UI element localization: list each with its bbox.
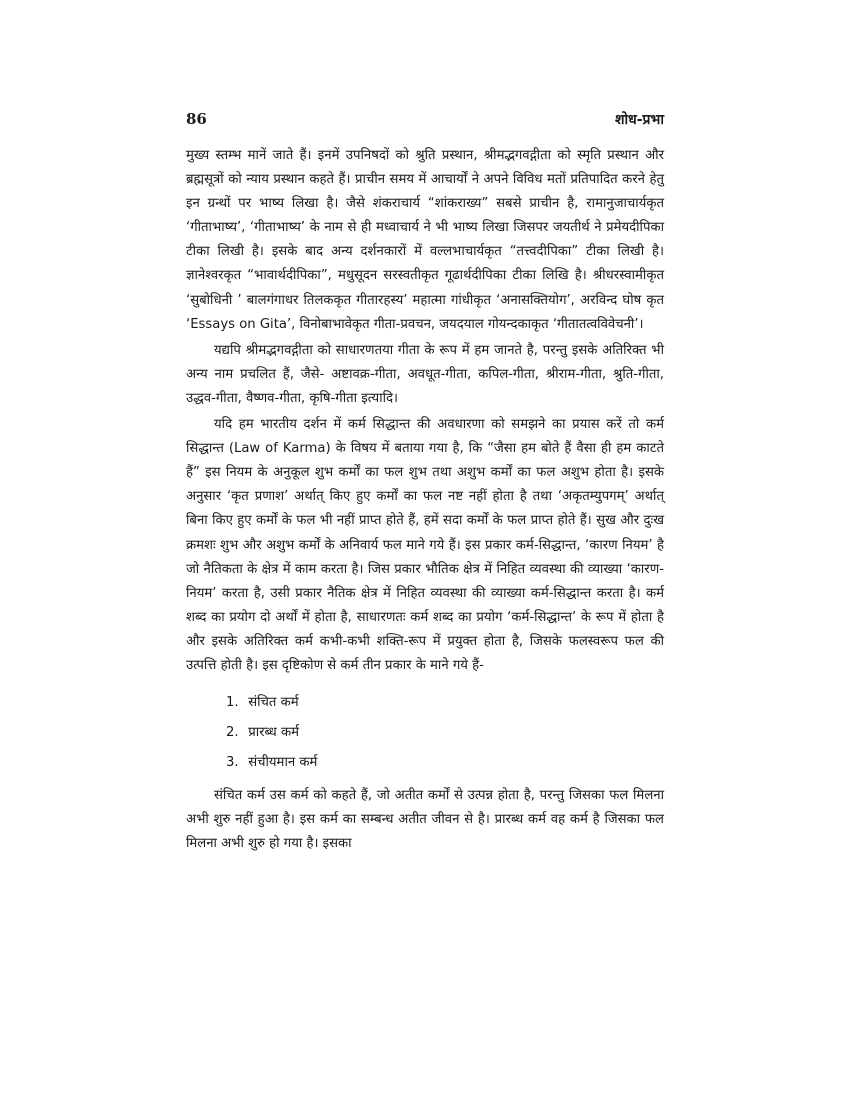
list-item <box>226 688 664 718</box>
page-number: 86 <box>186 110 207 128</box>
list-item-number: 1. <box>226 695 239 711</box>
running-title: शोध-प्रभा <box>614 112 664 128</box>
list-item-label: प्रारब्ध कर्म <box>248 725 299 741</box>
paragraph: यदि हम भारतीय दर्शन में कर्म सिद्धान्त की अवधारणा को समझने का प्रयास करें तो कर्म सिद्धान्त (Law of Karma) के विषय में बताया गया है, कि “जैसा हम बोते हैं वैसा ही हम काटते हैं” इस नियम के अनुकूल शुभ कर्मों का फल शुभ तथा अशुभ कर्मों का फल अशुभ होता है। इसके अनुसार ‘कृत प्रणाश’ अर्थात् किए हुए कर्मों का फल नष्ट नहीं होता है तथा ‘अकृतम्युपगम्’ अर्थात् बिना किए हुए कर्मों के फल भी नहीं प्राप्त होते हैं, हमें सदा कर्मों के फल प्राप्त होते हैं। सुख और दुःख क्रमशः शुभ और अशुभ कर्मों के अनिवार्य फल माने गये हैं। इस प्रकार कर्म-सिद्धान्त, ‘कारण नियम’ है जो नैतिकता के क्षेत्र में काम करता है। जिस प्रकार भौतिक क्षेत्र में निहित व्यवस्था की व्याख्या ‘कारण-नियम’ करता है, उसी प्रकार नैतिक क्षेत्र में निहित व्यवस्था की व्याख्या कर्म-सिद्धान्त करता है। कर्म शब्द का प्रयोग दो अर्थों में होता है, साधारणतः कर्म शब्द का प्रयोग ‘कर्म-सिद्धान्त’ के रूप में होता है और इसके अतिरिक्त कर्म कभी-कभी शक्ति-रूप में प्रयुक्त होता है, जिसके फलस्वरूप फल की उत्पत्ति होती है। इस दृष्टिकोण से कर्म तीन प्रकार के माने गये हैं- <box>186 417 664 673</box>
karma-types-list <box>186 688 664 778</box>
document-page <box>186 110 664 856</box>
page-header <box>186 110 664 144</box>
list-item-number: 2. <box>226 725 239 741</box>
list-item <box>226 748 664 778</box>
paragraph: मुख्य स्तम्भ मानें जाते हैं। इनमें उपनिषदों को श्रुति प्रस्थान, श्रीमद्भगवद्गीता को स्मृति प्रस्थान और ब्रह्मसूत्रों को न्याय प्रस्थान कहते हैं। प्राचीन समय में आचार्यों ने अपने विविध मतों प्रतिपादित करने हेतु इन ग्रन्थों पर भाष्य लिखा है। जैसे शंकराचार्य “शांकराख्य” सबसे प्राचीन है, रामानुजाचार्यकृत ‘गीताभाष्य’, ‘गीताभाष्य’ के नाम से ही मध्वाचार्य ने भी भाष्य लिखा जिसपर जयतीर्थ ने प्रमेयदीपिका टीका लिखी है। इसके बाद अन्य दर्शनकारों में वल्लभाचार्यकृत “तत्त्वदीपिका” टीका लिखी है। ज्ञानेश्वरकृत “भावार्थदीपिका”, मधुसूदन सरस्वतीकृत गूढार्थदीपिका टीका लिखि है। श्रीधरस्वामीकृत ‘सुबोधिनी ’ बालगंगाधर तिलककृत गीतारहस्य’ महात्मा गांधीकृत ‘अनासक्तियोग’, अरविन्द घोष कृत ‘Essays on Gita’, विनोबाभावेकृत गीता-प्रवचन, जयदयाल गोयन्दकाकृत ‘गीतातत्वविवेचनी’। <box>186 148 664 332</box>
closing-paragraph: संचित कर्म उस कर्म को कहते हैं, जो अतीत कर्मों से उत्पन्न होता है, परन्तु जिसका फल मिलना अभी शुरु नहीं हुआ है। इस कर्म का सम्बन्ध अतीत जीवन से है। प्रारब्ध कर्म वह कर्म है जिसका फल मिलना अभी शुरु हो गया है। इसका <box>186 788 664 852</box>
paragraph: यद्यपि श्रीमद्भगवद्गीता को साधारणतया गीता के रूप में हम जानते है, परन्तु इसके अतिरिक्त भी अन्य नाम प्रचलित हैं, जैसे- अष्टावक्र-गीता, अवधूत-गीता, कपिल-गीता, श्रीराम-गीता, श्रुति-गीता, उद्धव-गीता, वैष्णव-गीता, कृषि-गीता इत्यादि। <box>186 342 664 406</box>
list-item-label: संचित कर्म <box>248 695 299 711</box>
body-text <box>186 144 664 856</box>
list-item-number: 3. <box>226 755 239 771</box>
list-item-label: संचीयमान कर्म <box>248 755 318 771</box>
list-item <box>226 718 664 748</box>
